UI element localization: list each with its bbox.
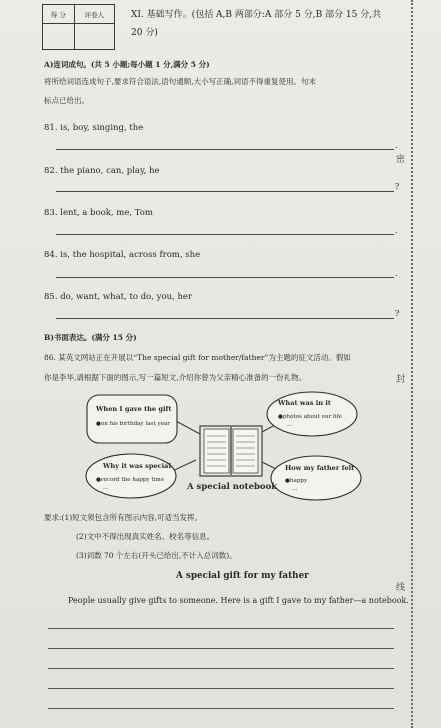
end-punct-85: ? xyxy=(395,309,400,318)
node-why-hint: ●record the happy time xyxy=(96,477,165,483)
seal-mark-mi: 密 xyxy=(396,155,406,165)
question-82: 82. the piano, can, play, he xyxy=(44,166,160,176)
section-title-line2: 20 分) xyxy=(131,28,158,38)
node-felt-title: How my father felt xyxy=(285,464,355,472)
section-title-line1: XI. 基础写作。(包括 A,B 两部分:A 部分 5 分,B 部分 15 分,共 xyxy=(131,10,382,20)
question-81: 81. is, boy, singing, the xyxy=(44,123,144,133)
node-when-title: When I gave the gift xyxy=(96,405,172,413)
end-punct-84: . xyxy=(395,269,398,278)
question-84: 84. is, the hospital, across from, she xyxy=(44,250,201,260)
part-a-heading: A)连词成句。(共 5 小题;每小题 1 分,满分 5 分) xyxy=(44,60,210,69)
seal-mark-xian: 线 xyxy=(396,583,406,593)
end-punct-83: . xyxy=(395,226,398,235)
node-why-title: Why it was special xyxy=(103,462,171,470)
requirement-1: 要求:(1)短文须包含所有图示内容,可适当发挥。 xyxy=(44,513,203,522)
requirement-2: (2)文中不得出现真实姓名、校名等信息。 xyxy=(76,532,215,541)
node-what-title: What was in it xyxy=(278,399,331,407)
node-felt-hint: ●happy xyxy=(285,478,308,484)
part-b-task-line1: 86. 某英文网站正在开展以“The special gift for mother/father”为主题的征文活动。假如 xyxy=(44,353,351,362)
node-felt-more: ... xyxy=(292,486,298,492)
grader-header: 评卷人 xyxy=(74,5,114,24)
end-punct-81: . xyxy=(395,141,398,150)
question-83: 83. lent, a book, me, Tom xyxy=(44,208,153,218)
writing-line-2[interactable] xyxy=(48,648,394,649)
essay-title: A special gift for my father xyxy=(176,571,309,581)
writing-line-3[interactable] xyxy=(48,668,394,669)
seal-mark-feng: 封 xyxy=(396,375,406,385)
essay-opening: People usually give gifts to someone. Here is a gift I gave to my father—a notebook. xyxy=(68,596,409,605)
bubble-why-special xyxy=(86,454,176,498)
part-a-instruction-line1: 将所给词语连成句子,要求符合语法,语句通顺,大小写正确,词语不得重复使用。句末 xyxy=(44,77,317,86)
part-b-task-line2: 你是李华,请根据下面的图示,写一篇短文,介绍你曾为父亲精心准备的一份礼物。 xyxy=(44,373,307,382)
part-a-instruction-line2: 标点已给出。 xyxy=(44,96,89,105)
notebook-icon xyxy=(200,426,262,476)
part-b-heading: B)书面表达。(满分 15 分) xyxy=(44,333,137,342)
score-header: 得 分 xyxy=(43,5,75,24)
node-what-more: ... xyxy=(287,422,293,428)
writing-line-4[interactable] xyxy=(48,688,394,689)
end-punct-82: ? xyxy=(395,182,400,191)
writing-line-5[interactable] xyxy=(48,708,394,709)
requirement-3: (3)词数 70 个左右(开头已给出,不计入总词数)。 xyxy=(76,551,237,560)
node-when-hint: ●on his birthday last year xyxy=(96,421,170,427)
notebook-label: A special notebook xyxy=(187,482,278,492)
question-85: 85. do, want, what, to do, you, her xyxy=(44,292,193,302)
node-what-hint: ●photos about our life xyxy=(278,414,342,420)
writing-line-1[interactable] xyxy=(48,628,394,629)
node-why-more: ... xyxy=(103,485,109,491)
bubble-when-gave xyxy=(87,395,177,443)
binding-dotted-line xyxy=(411,0,413,728)
connector-top-left xyxy=(174,420,200,434)
